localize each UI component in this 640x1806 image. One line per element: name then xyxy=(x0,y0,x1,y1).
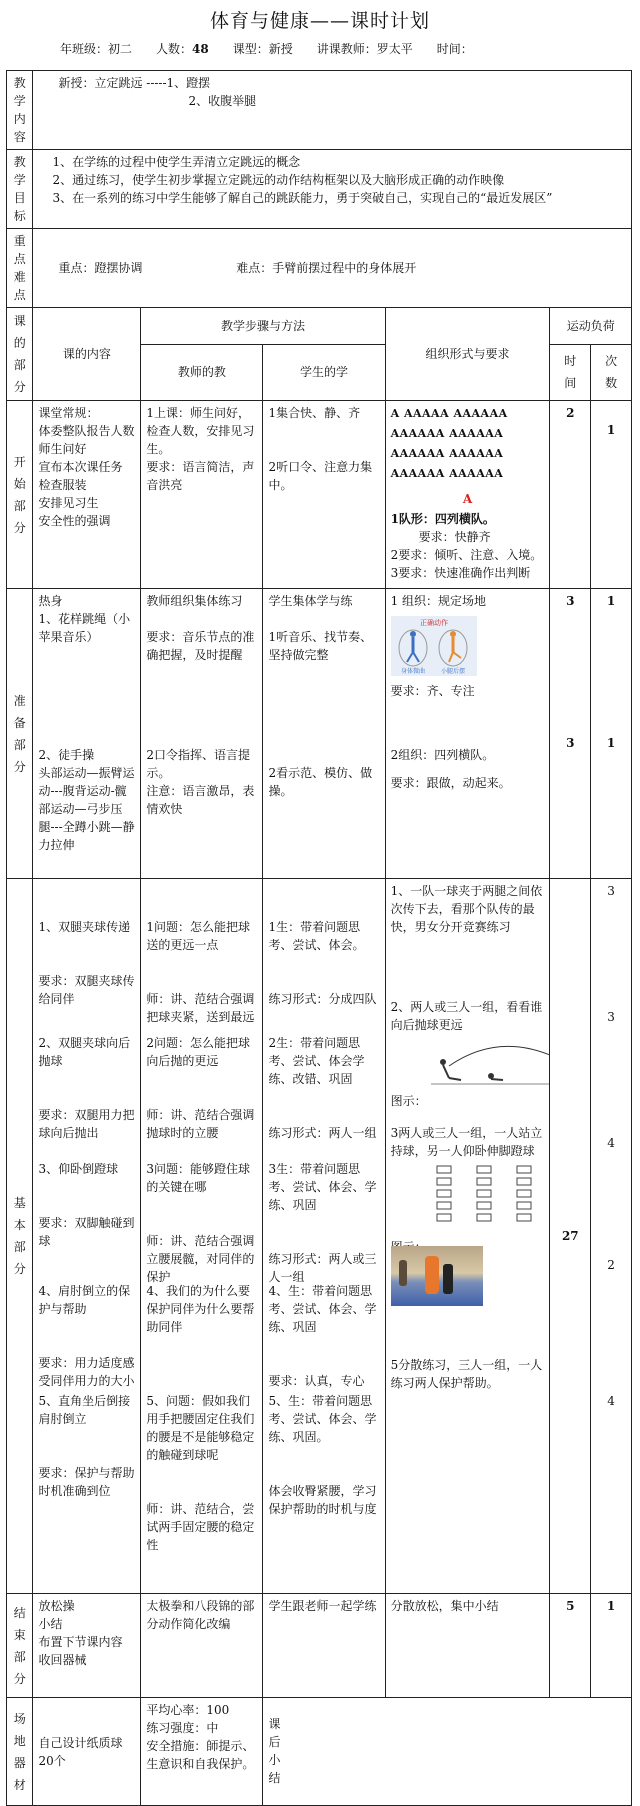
basic-teacher-line: 师：讲、范结合强调立腰展髋，对同伴的保护 xyxy=(146,1234,255,1284)
basic-content-line: 要求：用力适度感受同伴用力的大小 xyxy=(38,1356,135,1388)
basic-teacher-item xyxy=(146,882,257,1024)
section-end-row xyxy=(7,1594,632,1698)
goal-line: 3、在一系列的练习中学生能够了解自己的跳跃能力，勇于突破自己，实现自己的“最近发展区” xyxy=(52,191,553,205)
thrower-body xyxy=(443,1065,449,1078)
formation-row: A AAAAA AAAAAA xyxy=(390,407,508,420)
teacher-position-marker: A xyxy=(462,492,473,506)
end-times: 1 xyxy=(591,1594,632,1698)
end-content-line: 小结 xyxy=(38,1617,63,1631)
venue-teacher xyxy=(141,1698,263,1806)
basic-content-line: 1、双腿夹球传递 xyxy=(38,920,131,934)
focus-cell xyxy=(33,229,632,308)
teacher-name: 讲课教师：罗太平 xyxy=(316,42,413,56)
header-row-1 xyxy=(7,308,632,345)
basic-student-line: 练习形式：分成四队 xyxy=(268,992,377,1006)
prep-org-line: 1 组织：规定场地 xyxy=(390,594,487,608)
section-prep-row xyxy=(7,589,632,879)
section-prep-label-text: 准备部分 xyxy=(13,693,26,774)
content-line-1: 新授：立定跳远 -----1、蹬摆 xyxy=(58,76,211,90)
basic-teacher-line: 5、问题：假如我们用手把腰固定住我们的腰是不是能够稳定的触碰到球呢 xyxy=(146,1394,255,1462)
prep-time-2: 3 xyxy=(566,736,575,750)
basic-student-line: 要求：认真，专心 xyxy=(268,1374,365,1388)
basic-time: 27 xyxy=(550,879,591,1594)
lesson-type: 课型：新授 xyxy=(232,42,293,56)
start-org-line: 1队形：四列横队。 xyxy=(390,512,495,526)
goals-cell xyxy=(33,150,632,229)
prep-times-2: 1 xyxy=(606,736,616,750)
start-content-line: 体委整队报告人数 xyxy=(38,424,135,438)
basic-org-line: 5分散练习，三人一组，一人练习两人保护帮助。 xyxy=(390,1358,543,1390)
basic-student-line: 2生：带着问题思考、尝试、体会学练、改错、巩固 xyxy=(268,1036,365,1086)
basic-times-item: 4 xyxy=(607,1394,615,1408)
thrower-leg xyxy=(449,1078,461,1080)
end-org-line: 分散放松，集中小结 xyxy=(390,1599,499,1613)
student-count xyxy=(156,40,209,57)
basic-content-line: 要求：双腿夹球传给同伴 xyxy=(38,974,135,1006)
student-marker xyxy=(437,1190,451,1197)
basic-teacher-line: 3问题：能够蹬住球的关键在哪 xyxy=(146,1162,250,1194)
basic-student-line: 练习形式：两人一组 xyxy=(268,1126,377,1140)
page-title: 体育与健康——课时计划 xyxy=(209,10,430,32)
load-header: 运动负荷 xyxy=(550,308,632,345)
student-marker xyxy=(477,1214,491,1221)
focus-label xyxy=(7,229,33,308)
difficult-point: 难点：手臂前摆过程中的身体展开 xyxy=(236,261,417,275)
student-marker xyxy=(477,1190,491,1197)
basic-org xyxy=(385,879,550,1594)
content-label xyxy=(7,71,33,150)
formation-row: AAAAAA AAAAAA xyxy=(390,447,504,460)
prep-org-line: 要求：跟做，动起来。 xyxy=(390,776,511,790)
part-header xyxy=(7,308,33,401)
basic-org-item xyxy=(391,1246,545,1356)
formation-block xyxy=(391,404,545,484)
basic-teacher-item xyxy=(146,1356,257,1590)
end-teacher-line: 太极拳和八段锦的部分动作简化改编 xyxy=(146,1599,255,1631)
basic-content-line: 5、直角坐后倒接肩肘倒立 xyxy=(38,1394,131,1426)
basic-org-line: 图示： xyxy=(390,1094,427,1108)
content-label-text: 教学内容 xyxy=(13,76,26,144)
summary-char: 结 xyxy=(268,1771,281,1785)
goal-line: 1、在学练的过程中使学生弄清立定跳远的概念 xyxy=(52,155,301,169)
basic-content-item xyxy=(38,1246,135,1388)
basic-teacher-line: 2问题：怎么能把球向后抛的更远 xyxy=(146,1036,250,1068)
section-start-row xyxy=(7,401,632,589)
thrower-head xyxy=(440,1059,446,1065)
prep-student xyxy=(263,589,385,879)
times-header xyxy=(591,344,632,400)
goals-label-text: 教学目标 xyxy=(13,155,26,223)
content-row xyxy=(7,71,632,150)
end-teacher xyxy=(141,1594,263,1698)
start-student xyxy=(263,401,385,589)
prep-teacher-line: 2口令指挥、语言提示。 xyxy=(146,748,250,780)
section-end-label xyxy=(7,1594,33,1698)
basic-student-line: 5、生：带着问题思考、尝试、体会、学练、巩固。 xyxy=(268,1394,377,1444)
basic-org-item xyxy=(391,882,545,998)
lesson-plan-table xyxy=(6,70,632,1806)
basic-student-item xyxy=(268,1124,379,1284)
basic-teacher xyxy=(141,879,263,1594)
lesson-meta xyxy=(60,40,491,57)
start-student-line: 1集合快、静、齐 xyxy=(268,406,361,420)
basic-content-line: 4、肩肘倒立的保护与帮助 xyxy=(38,1284,131,1316)
end-time: 5 xyxy=(550,1594,591,1698)
prep-content-line: 热身 xyxy=(38,594,63,608)
venue-content: 自己设计纸质球20个 xyxy=(33,1698,141,1806)
formation-row: AAAAAA AAAAAA xyxy=(390,427,504,440)
start-student-line: 2听口令、注意力集中。 xyxy=(268,460,373,492)
grade-label: 年班级：初二 xyxy=(60,42,133,56)
summary-char: 小 xyxy=(268,1753,281,1767)
prep-org-line: 要求：齐、专注 xyxy=(390,684,475,698)
formation-row: AAAAAA AAAAAA xyxy=(390,467,504,480)
start-content-line: 宣布本次课任务 xyxy=(38,460,123,474)
start-content-line: 师生问好 xyxy=(38,442,87,456)
figure-caption: 身体微曲 xyxy=(400,668,425,675)
start-content-line: 检查服装 xyxy=(38,478,87,492)
start-org-line: 3要求：快速准确作出判断 xyxy=(390,566,531,580)
times-header-text: 次数 xyxy=(605,354,618,391)
basic-student-line: 1生：带着问题思考、尝试、体会。 xyxy=(268,920,365,952)
basic-teacher-line: 师：讲、范结合强调把球夹紧，送到最远 xyxy=(146,992,255,1024)
prep-times-1: 1 xyxy=(606,594,616,608)
student-head xyxy=(488,1073,494,1079)
basic-student-item xyxy=(268,882,379,1006)
group-column xyxy=(477,1166,491,1221)
section-venue-label-text: 场地器材 xyxy=(13,1711,26,1792)
basic-student-line: 4、生：带着问题思考、尝试、体会、学练、巩固 xyxy=(268,1284,377,1334)
section-start-label xyxy=(7,401,33,589)
venue-teacher-line: 安全措施：師提示、生意识和自我保护。 xyxy=(146,1739,255,1771)
basic-content-item xyxy=(38,998,135,1140)
student-marker xyxy=(477,1178,491,1185)
basic-times-item: 4 xyxy=(607,1136,615,1150)
venue-teacher-line: 练习强度：中 xyxy=(146,1721,219,1735)
key-point: 重点：蹬摆协调 xyxy=(58,261,143,275)
count-label: 人数： xyxy=(156,42,193,56)
start-teacher-line: 1上课：师生问好，检查人数，安排见习生。 xyxy=(146,406,255,456)
section-venue-label xyxy=(7,1698,33,1806)
start-org-line: 2要求：倾听、注意、入境。 xyxy=(390,548,543,562)
student-marker xyxy=(517,1190,531,1197)
start-content-line: 安全性的强调 xyxy=(38,514,111,528)
goals-row xyxy=(7,150,632,229)
section-basic-row xyxy=(7,879,632,1594)
basic-org-line: 1、一队一球夹于两腿之间依次传下去，看那个队传的最快，男女分开竞赛练习 xyxy=(390,884,543,934)
basic-student-line: 练习形式：两人或三人一组 xyxy=(268,1252,377,1284)
student-marker xyxy=(437,1166,451,1173)
section-venue-row xyxy=(7,1698,632,1806)
venue-summary xyxy=(263,1698,632,1806)
basic-teacher-item xyxy=(146,1124,257,1284)
prep-content-line: 1、花样跳绳（小苹果音乐） xyxy=(38,612,131,644)
start-teacher-line: 要求：语言简洁，声音洪亮 xyxy=(146,460,255,492)
steps-header: 教学步骤与方法 xyxy=(141,308,385,345)
start-time: 2 xyxy=(550,401,591,589)
throw-arc xyxy=(449,1046,550,1066)
end-content-line: 收回器械 xyxy=(38,1653,87,1667)
group-column xyxy=(517,1166,531,1221)
time-header xyxy=(550,344,591,400)
prep-content-line: 头部运动—振臂运动---腹背运动-髋部运动—弓步压腿---全蹲小跳—静力拉伸 xyxy=(38,766,135,852)
start-org-line: 要求：快静齐 xyxy=(418,530,491,544)
basic-org-item xyxy=(391,1356,545,1392)
start-content xyxy=(33,401,141,589)
shoulder-stand-photo xyxy=(391,1246,483,1306)
content-line-2: 2、收腹举腿 xyxy=(188,94,257,108)
summary-char: 课 xyxy=(268,1717,281,1731)
end-org xyxy=(385,1594,550,1698)
count-value: 48 xyxy=(192,42,209,56)
basic-teacher-line: 1问题：怎么能把球送的更远一点 xyxy=(146,920,250,952)
prep-org xyxy=(385,589,550,879)
basic-content-line: 3、仰卧倒蹬球 xyxy=(38,1162,119,1176)
end-student-line: 学生跟老师一起学练 xyxy=(268,1599,377,1613)
start-content-line: 课堂常规： xyxy=(38,406,99,420)
summary-char: 后 xyxy=(268,1735,281,1749)
student-marker xyxy=(517,1214,531,1221)
basic-teacher-line: 师：讲、范结合，尝试两手固定腰的稳定性 xyxy=(146,1502,255,1552)
basic-content-item xyxy=(38,1124,135,1246)
group-column xyxy=(437,1166,451,1221)
basic-content-line: 要求：双脚触碰到球 xyxy=(38,1216,135,1248)
prep-student-line: 2看示范、模仿、做操。 xyxy=(268,766,373,798)
basic-org-line: 3两人或三人一组，一人站立持球，另一人仰卧伸脚蹬球 xyxy=(390,1126,543,1158)
basic-content-item xyxy=(38,882,135,1006)
photo-figure xyxy=(425,1256,439,1294)
student-marker xyxy=(437,1202,451,1209)
backward-throw-diagram xyxy=(431,1038,550,1086)
basic-times-item: 3 xyxy=(607,1010,615,1024)
basic-student-item xyxy=(268,998,379,1140)
student-marker xyxy=(477,1166,491,1173)
photo-figure xyxy=(443,1264,453,1294)
teacher-header: 教师的教 xyxy=(141,344,263,400)
jumper-head xyxy=(410,631,416,637)
goals-label xyxy=(7,150,33,229)
basic-content-line: 2、双腿夹球向后抛球 xyxy=(38,1036,131,1068)
student-marker xyxy=(517,1178,531,1185)
photo-figure xyxy=(399,1260,407,1286)
content-cell xyxy=(33,71,632,150)
end-content xyxy=(33,1594,141,1698)
prep-teacher-line: 教师组织集体练习 xyxy=(146,594,243,608)
student-body xyxy=(491,1079,503,1080)
basic-times-item: 3 xyxy=(607,884,615,898)
basic-org-item xyxy=(391,998,545,1124)
venue-teacher-line: 平均心率：100 xyxy=(146,1703,230,1717)
prep-content-line: 2、徒手操 xyxy=(38,748,95,762)
prep-teacher-line: 注意：语言激昂，表情欢快 xyxy=(146,784,255,816)
basic-times-item: 2 xyxy=(607,1258,615,1272)
student-header: 学生的学 xyxy=(263,344,385,400)
end-student xyxy=(263,1594,385,1698)
basic-org-line: 2、两人或三人一组，看看谁向后抛球更远 xyxy=(390,1000,543,1032)
basic-teacher-line: 4、我们的为什么要保护同伴为什么要帮助同伴 xyxy=(146,1284,255,1334)
basic-org-item xyxy=(391,1124,545,1246)
focus-row xyxy=(7,229,632,308)
rope-skipping-figure xyxy=(391,616,477,676)
basic-content xyxy=(33,879,141,1594)
student-marker xyxy=(437,1178,451,1185)
basic-student-line: 体会收臀紧腰，学习保护帮助的时机与度 xyxy=(268,1484,377,1516)
prep-times xyxy=(591,589,632,879)
prep-org-line: 2组织：四列横队。 xyxy=(390,748,495,762)
content-header: 课的内容 xyxy=(33,308,141,401)
time-header-text: 时间 xyxy=(564,354,577,391)
basic-content-line: 要求：双腿用力把球向后抛出 xyxy=(38,1108,135,1140)
kick-ball-diagram xyxy=(431,1162,541,1232)
basic-student xyxy=(263,879,385,1594)
start-org xyxy=(385,401,550,589)
section-start-label-text: 开始部分 xyxy=(13,454,26,535)
basic-times xyxy=(591,879,632,1594)
prep-time xyxy=(550,589,591,879)
prep-content xyxy=(33,589,141,879)
goal-line: 2、通过练习，使学生初步掌握立定跳远的动作结构框架以及大脑形成正确的动作映像 xyxy=(52,173,505,187)
prep-teacher xyxy=(141,589,263,879)
basic-content-line: 要求：保护与帮助时机准确到位 xyxy=(38,1466,135,1498)
prep-student-line: 学生集体学与练 xyxy=(268,594,353,608)
prep-student-line: 1听音乐、找节奏、坚持做完整 xyxy=(268,630,373,662)
start-teacher xyxy=(141,401,263,589)
jumper-head xyxy=(450,631,456,637)
figure-caption: 小腿后摆 xyxy=(440,668,465,675)
prep-time-1: 3 xyxy=(566,594,575,608)
section-basic-label xyxy=(7,879,33,1594)
student-marker xyxy=(437,1214,451,1221)
start-times: 1 xyxy=(591,401,632,589)
focus-label-text: 重点难点 xyxy=(13,234,26,302)
end-content-line: 放松操 xyxy=(38,1599,75,1613)
prep-teacher-line: 要求：音乐节点的准确把握，及时提醒 xyxy=(146,630,255,662)
section-prep-label xyxy=(7,589,33,879)
basic-teacher-line: 师：讲、范结合强调抛球时的立腰 xyxy=(146,1108,255,1140)
section-basic-label-text: 基本部分 xyxy=(13,1196,26,1276)
student-marker xyxy=(477,1202,491,1209)
figure-title: 正确动作 xyxy=(419,619,448,627)
student-marker xyxy=(517,1166,531,1173)
basic-student-line: 3生：带着问题思考、尝试、体会、学练、巩固 xyxy=(268,1162,377,1212)
part-header-text: 课的部分 xyxy=(13,314,26,394)
section-end-label-text: 结束部分 xyxy=(13,1605,26,1686)
lesson-time: 时间： xyxy=(436,42,473,56)
student-marker xyxy=(517,1202,531,1209)
start-content-line: 安排见习生 xyxy=(38,496,99,510)
end-content-line: 布置下节课内容 xyxy=(38,1635,123,1649)
org-header: 组织形式与要求 xyxy=(385,308,550,401)
